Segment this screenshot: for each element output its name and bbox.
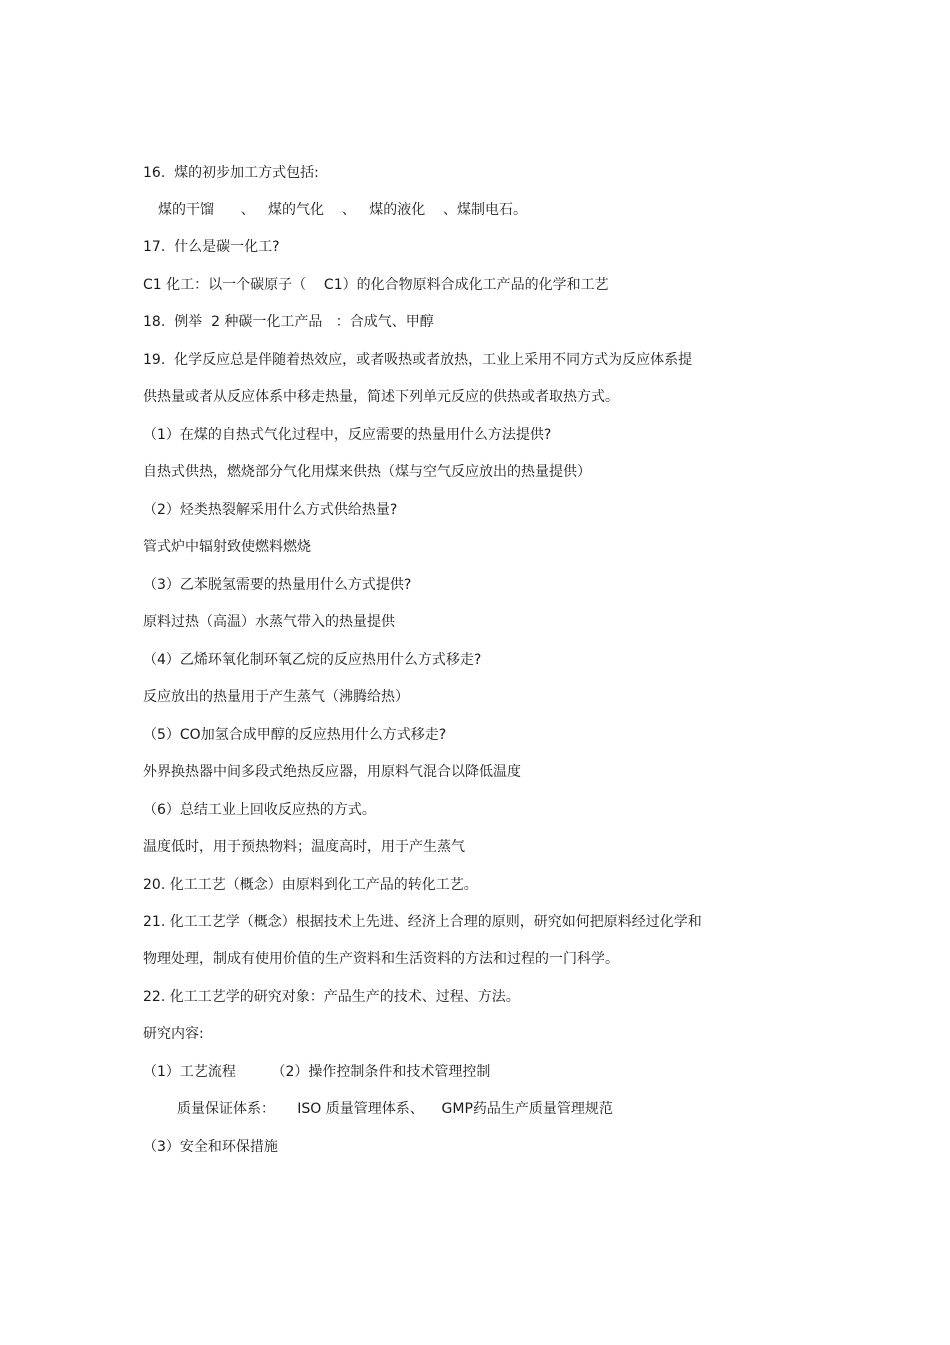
q19-title-line2: 供热量或者从反应体系中移走热量，简述下列单元反应的供热或者取热方式。: [143, 389, 619, 405]
q16-answer: 煤的干馏 、 煤的气化 、 煤的液化 、煤制电石。: [158, 202, 528, 218]
q19-title-line1: 19. 化学反应总是伴随着热效应，或者吸热或者放热，工业上采用不同方式为反应体系提: [143, 352, 693, 368]
q19-sub6-answer: 温度低时，用于预热物料；温度高时，用于产生蒸气: [143, 839, 465, 855]
q20: 20. 化工工艺（概念）由原料到化工产品的转化工艺。: [143, 877, 478, 893]
q19-sub6: （6）总结工业上回收反应热的方式。: [143, 802, 376, 818]
q22-quality-system: 质量保证体系： ISO 质量管理体系、 GMP药品生产质量管理规范: [177, 1101, 613, 1117]
q22-content-items: （1）工艺流程 （2）操作控制条件和技术管理控制: [143, 1064, 491, 1080]
q19-sub2: （2）烃类热裂解采用什么方式供给热量?: [143, 502, 398, 518]
q19-sub2-answer: 管式炉中辐射致使燃料燃烧: [143, 539, 311, 555]
q22-content-heading: 研究内容:: [143, 1026, 204, 1042]
q17-answer: C1 化工：以一个碳原子（ C1）的化合物原料合成化工产品的化学和工艺: [143, 277, 609, 293]
q19-sub4-answer: 反应放出的热量用于产生蒸气（沸腾给热）: [143, 689, 409, 705]
q19-sub3-answer: 原料过热（高温）水蒸气带入的热量提供: [143, 614, 395, 630]
q21-line1: 21. 化工工艺学（概念）根据技术上先进、经济上合理的原则，研究如何把原料经过化学和: [143, 914, 702, 930]
q17-title: 17. 什么是碳一化工?: [143, 239, 280, 255]
q22: 22. 化工工艺学的研究对象：产品生产的技术、过程、方法。: [143, 989, 520, 1005]
q19-sub1-answer: 自热式供热，燃烧部分气化用煤来供热（煤与空气反应放出的热量提供）: [143, 464, 591, 480]
q22-safety: （3）安全和环保措施: [143, 1139, 278, 1155]
q16-title: 16. 煤的初步加工方式包括:: [143, 165, 319, 181]
q21-line2: 物理处理，制成有使用价值的生产资料和生活资料的方法和过程的一门科学。: [143, 951, 619, 967]
q19-sub5-answer: 外界换热器中间多段式绝热反应器，用原料气混合以降低温度: [143, 764, 521, 780]
q19-sub5: （5）CO加氢合成甲醇的反应热用什么方式移走?: [143, 727, 447, 743]
q19-sub4: （4）乙烯环氧化制环氧乙烷的反应热用什么方式移走?: [143, 652, 482, 668]
q19-sub3: （3）乙苯脱氢需要的热量用什么方式提供?: [143, 577, 412, 593]
q18-title: 18. 例举 2 种碳一化工产品 ：合成气、甲醇: [143, 314, 434, 330]
q19-sub1: （1）在煤的自热式气化过程中，反应需要的热量用什么方法提供?: [143, 427, 552, 443]
